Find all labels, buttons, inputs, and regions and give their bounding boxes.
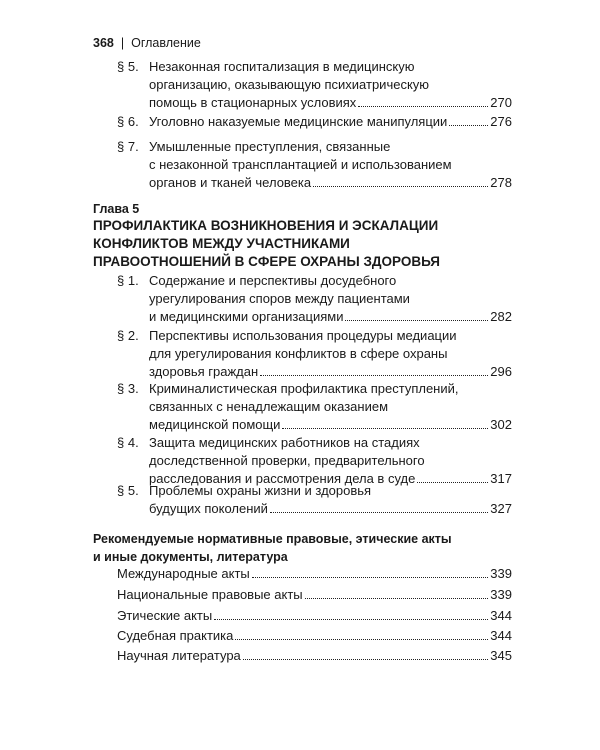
section-number: § 3.	[117, 381, 139, 396]
references-entry[interactable]	[117, 587, 512, 603]
dot-leader	[235, 638, 488, 640]
entry-text-line: Незаконная госпитализация в медицинскую	[149, 59, 415, 74]
entry-text-line: медицинской помощи	[149, 417, 281, 432]
entry-page-number: 278	[490, 175, 512, 190]
dot-leader	[252, 576, 489, 578]
entry-page-number: 317	[490, 471, 512, 486]
entry-page-number: 276	[490, 114, 512, 129]
entry-text-line: доследственной проверки, предварительного	[149, 453, 425, 468]
toc-entry[interactable]	[117, 58, 512, 112]
dot-leader	[260, 374, 488, 376]
entry-text-line: здоровья граждан	[149, 364, 259, 379]
running-header	[93, 36, 201, 50]
section-number: § 5.	[117, 483, 139, 498]
toc-entry[interactable]	[117, 434, 512, 488]
entry-text-line: Этические акты	[117, 608, 213, 623]
entry-page-number: 339	[490, 566, 512, 581]
header-title: Оглавление	[131, 36, 201, 50]
section-number: § 7.	[117, 139, 139, 154]
entry-page-number: 344	[490, 628, 512, 643]
entry-page-number: 296	[490, 364, 512, 379]
dot-leader	[305, 597, 489, 599]
entry-page-number: 339	[490, 587, 512, 602]
entry-text-line: Международные акты	[117, 566, 250, 581]
toc-entry[interactable]	[117, 482, 512, 518]
dot-leader	[270, 511, 488, 513]
entry-text-line: организацию, оказывающую психиатрическую	[149, 77, 430, 92]
header-separator: |	[120, 36, 125, 50]
references-entry[interactable]	[117, 648, 512, 664]
dot-leader	[449, 124, 488, 126]
references-entry[interactable]	[117, 628, 512, 644]
section-number: § 1.	[117, 273, 139, 288]
toc-entry[interactable]	[117, 113, 512, 131]
dot-leader	[282, 427, 488, 429]
entry-text-line: органов и тканей человека	[149, 175, 312, 190]
entry-text-line: Умышленные преступления, связанные	[149, 139, 391, 154]
entry-text-line: помощь в стационарных условиях	[149, 95, 357, 110]
dot-leader	[243, 658, 489, 660]
entry-page-number: 344	[490, 608, 512, 623]
entry-text-line: Защита медицинских работников на стадиях	[149, 435, 420, 450]
toc-entry[interactable]	[117, 138, 512, 192]
entry-text-line: Проблемы охраны жизни и здоровья	[149, 483, 372, 498]
entry-text-line: Содержание и перспективы досудебного	[149, 273, 397, 288]
toc-entry[interactable]	[117, 327, 512, 381]
page-number: 368	[93, 36, 114, 50]
references-title[interactable]	[93, 530, 452, 566]
entry-text-line: связанных с ненадлежащим оказанием	[149, 399, 389, 414]
references-entry[interactable]	[117, 608, 512, 624]
toc-entry[interactable]	[117, 380, 512, 434]
section-number: § 6.	[117, 114, 139, 129]
chapter-title-line: КОНФЛИКТОВ МЕЖДУ УЧАСТНИКАМИ	[93, 236, 350, 251]
entry-page-number: 327	[490, 501, 512, 516]
chapter-title-line: ПРАВООТНОШЕНИЙ В СФЕРЕ ОХРАНЫ ЗДОРОВЬЯ	[93, 254, 441, 269]
entry-page-number: 270	[490, 95, 512, 110]
section-number: § 4.	[117, 435, 139, 450]
entry-text-line: Перспективы использования процедуры медиации	[149, 328, 457, 343]
section-number: § 2.	[117, 328, 139, 343]
entry-text-line: с незаконной трансплантацией и использованием	[149, 157, 452, 172]
entry-page-number: 302	[490, 417, 512, 432]
entry-text-line: расследования и рассмотрения дела в суде	[149, 471, 416, 486]
entry-page-number: 345	[490, 648, 512, 663]
references-title-line: Рекомендуемые нормативные правовые, этические акты	[93, 532, 452, 546]
entry-text-line: Научная литература	[117, 648, 241, 663]
entry-text-line: Национальные правовые акты	[117, 587, 303, 602]
entry-page-number: 282	[490, 309, 512, 324]
references-entry[interactable]	[117, 566, 512, 582]
entry-text-line: Криминалистическая профилактика преступлений,	[149, 381, 459, 396]
entry-text-line: и медицинскими организациями	[149, 309, 344, 324]
dot-leader	[345, 319, 488, 321]
dot-leader	[313, 185, 488, 187]
chapter-label: Глава 5	[93, 202, 140, 216]
chapter-title[interactable]	[93, 217, 513, 271]
entry-text-line: Уголовно наказуемые медицинские манипуляции	[149, 114, 448, 129]
dot-leader	[358, 105, 488, 107]
dot-leader	[214, 618, 488, 620]
entry-text-line: будущих поколений	[149, 501, 268, 516]
section-number: § 5.	[117, 59, 139, 74]
chapter-title-line: ПРОФИЛАКТИКА ВОЗНИКНОВЕНИЯ И ЭСКАЛАЦИИ	[93, 218, 439, 233]
entry-text-line: для урегулирования конфликтов в сфере охраны	[149, 346, 448, 361]
entry-text-line: Судебная практика	[117, 628, 234, 643]
entry-text-line: урегулирования споров между пациентами	[149, 291, 410, 306]
references-title-line: и иные документы, литература	[93, 550, 288, 564]
toc-entry[interactable]	[117, 272, 512, 326]
